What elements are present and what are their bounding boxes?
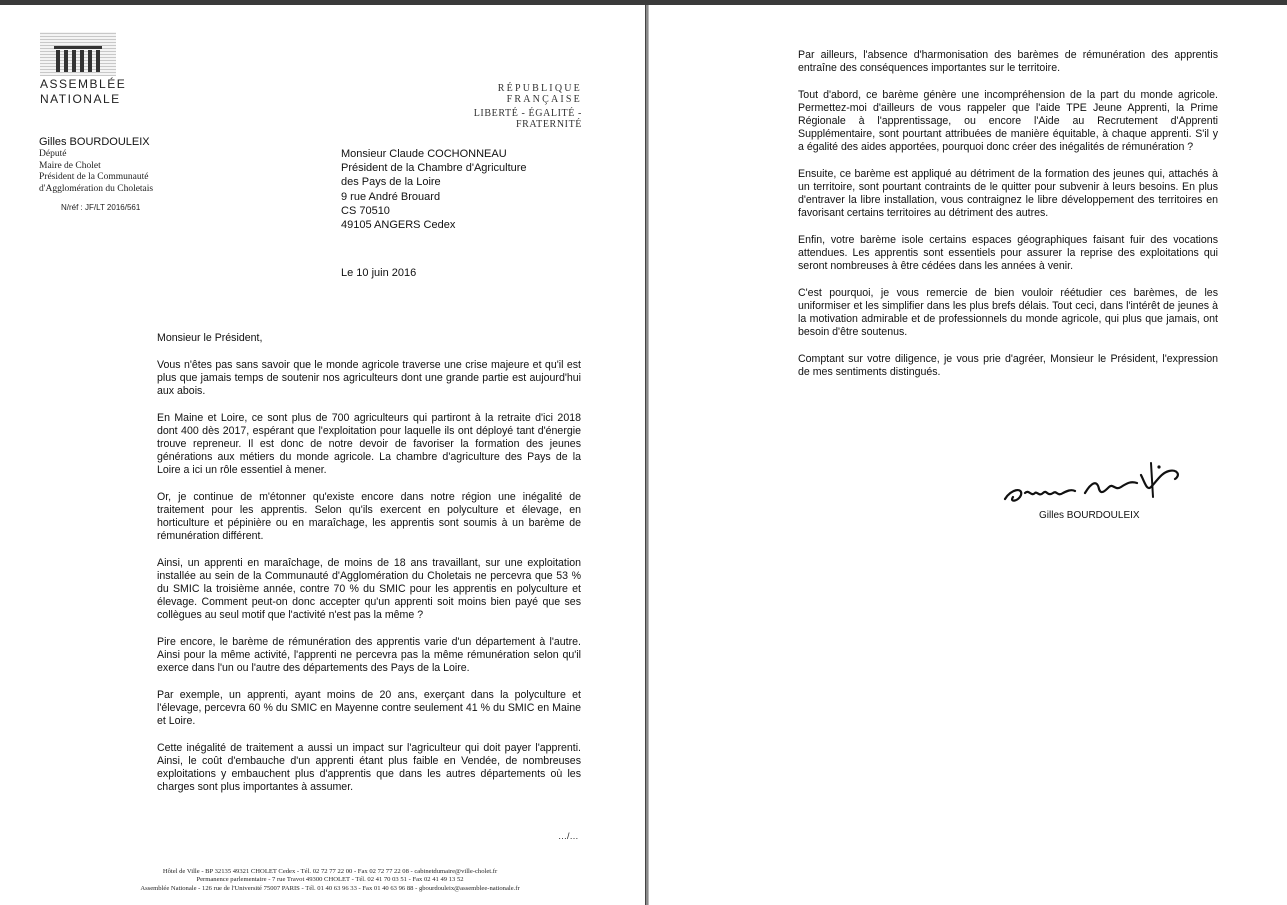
sender-block — [39, 136, 153, 195]
letter-footer — [70, 868, 590, 893]
handwritten-signature — [1001, 453, 1201, 509]
recipient-line: des Pays de la Loire — [341, 176, 441, 189]
letter-page-2 — [649, 5, 1287, 905]
recipient-line: Monsieur Claude COCHONNEAU — [341, 148, 507, 160]
assemblee-emblem-icon — [40, 32, 116, 76]
recipient-line: 9 rue André Brouard — [341, 190, 441, 203]
recipient-address — [341, 147, 527, 232]
letter-page-1 — [0, 5, 645, 905]
body-paragraph: Cette inégalité de traitement a aussi un impact sur l'agriculteur qui doit payer l'apprenti. Ainsi, le coût d'embauche d'un apprenti étant plus faible en Vendée, de nombreuses exploitations y embauchent plus d'apprentis que dans les autres départements où les charges sont plus importantes à assumer. — [157, 742, 581, 793]
logo-line-1: ASSEMBLÉE — [40, 77, 127, 91]
republic-title: RÉPUBLIQUE FRANÇAISE — [497, 83, 582, 105]
sender-name: Gilles BOURDOULEIX — [39, 136, 150, 148]
recipient-line: CS 70510 — [341, 204, 390, 217]
body-paragraph: Tout d'abord, ce barème génère une incompréhension de la part du monde agricole. Permettez-moi d'ailleurs de vous rappeler que l'aide TPE Jeune Apprenti, la Prime Régionale à l'apprentissage, ou encore l'Aide au Recrutement d'Apprenti Supplémentaire, sont pourtant attribuées de manière équitable, à chaque apprenti. S'il y a égalité des aides apportées, pourquoi donc créer des inégalités de rémunération ? — [798, 89, 1218, 153]
assemblee-nationale-logo — [40, 32, 127, 106]
sender-title-line: Président de la Communauté — [39, 172, 149, 182]
continuation-mark: …/… — [558, 831, 579, 841]
republic-motto: LIBERTÉ - ÉGALITÉ - FRATERNITÉ — [473, 108, 582, 130]
body-paragraph: Or, je continue de m'étonner qu'existe encore dans notre région une inégalité de traitement pour les apprentis. Selon qu'ils exercent en polyculture et élevage, en horticulture et pépinière ou en maraîchage, les apprentis sont soumis à un barème de rémunération différent. — [157, 491, 581, 542]
sender-title-line: Maire de Cholet — [39, 160, 101, 171]
republic-header — [432, 83, 582, 130]
salutation: Monsieur le Président, — [157, 332, 263, 344]
body-paragraph: Par ailleurs, l'absence d'harmonisation des barèmes de rémunération des apprentis entraîne des conséquences importantes sur le territoire. — [798, 49, 1218, 74]
body-paragraph: En Maine et Loire, ce sont plus de 700 agriculteurs qui partiront à la retraite d'ici 2018 dont 400 dès 2017, espérant que l'exploitation pour laquelle ils ont déployé tant d'énergie trouve repreneur. Il est donc de notre devoir de favoriser la formation des jeunes générations aux métiers du monde agricole. La chambre d'agriculture des Pays de la Loire a ici un rôle essentiel à mener. — [157, 412, 581, 476]
footer-line: Permanence parlementaire - 7 rue Travot 49300 CHOLET - Tél. 02 41 70 03 51 - Fax 02 41 49 13 52 — [196, 876, 464, 884]
body-paragraph: C'est pourquoi, je vous remercie de bien vouloir réétudier ces barèmes, de les uniformiser et les simplifier dans les plus brefs délais. Tout ceci, dans l'intérêt de jeunes à la motivation admirable et de professionnels du monde agricole, qui plus que jamais, ont besoin d'être soutenus. — [798, 287, 1218, 338]
logo-line-2: NATIONALE — [40, 92, 121, 106]
body-paragraph: Enfin, votre barème isole certains espaces géographiques faisant fuir des vocations attendues. Les apprentis sont essentiels pour assurer la reprise des exploitations qui seront nombreuses à être cédées dans les années à venir. — [798, 234, 1218, 272]
sender-title-line: d'Agglomération du Choletais — [39, 183, 154, 194]
recipient-line: Président de la Chambre d'Agriculture — [341, 162, 527, 175]
letter-body-page-2 — [798, 49, 1218, 393]
body-paragraph: Pire encore, le barème de rémunération des apprentis varie d'un département à l'autre. Ainsi pour la même activité, l'apprenti ne percevra pas la même rémunération selon qu'il exerce dans l'un ou l'autre des départements des Pays de la Loire. — [157, 636, 581, 674]
footer-line: Assemblée Nationale - 126 rue de l'Université 75007 PARIS - Tél. 01 40 63 96 33 - Fax 01 40 63 96 88 - gbourdouleix@assemblee-nationale.fr — [140, 884, 520, 892]
body-paragraph: Vous n'êtes pas sans savoir que le monde agricole traverse une crise majeure et qu'il est plus que jamais temps de soutenir nos agriculteurs dont une grande partie est aujourd'hui aux abois. — [157, 359, 581, 397]
body-paragraph: Par exemple, un apprenti, ayant moins de 20 ans, exerçant dans la polyculture et l'élevage, percevra 60 % du SMIC en Mayenne contre seulement 41 % du SMIC en Maine et Loire. — [157, 689, 581, 727]
sender-title-line: Député — [39, 149, 67, 159]
recipient-line: 49105 ANGERS Cedex — [341, 219, 456, 232]
closing-paragraph: Comptant sur votre diligence, je vous prie d'agréer, Monsieur le Président, l'expression de mes sentiments distingués. — [798, 353, 1218, 378]
letter-date: Le 10 juin 2016 — [341, 267, 417, 279]
reference-number: N/réf : JF/LT 2016/561 — [61, 203, 141, 212]
footer-line: Hôtel de Ville - BP 32135 49321 CHOLET Cedex - Tél. 02 72 77 22 00 - Fax 02 72 77 22 08 - cabinetdumaire@ville-cholet.fr — [162, 868, 498, 875]
body-paragraph: Ainsi, un apprenti en maraîchage, de moins de 18 ans travaillant, sur une exploitation installée au sein de la Communauté d'Agglomération du Choletais ne percevra que 53 % du SMIC la troisième année, contre 70 % du SMIC pour les apprentis en polyculture et élevage. Comment peut-on donc accepter qu'un apprenti soit moins bien payé que ses collègues au seul motif que l'activité n'est pas la même ? — [157, 557, 581, 621]
body-paragraph: Ensuite, ce barème est appliqué au détriment de la formation des jeunes qui, attachés à un territoire, sont pourtant contraints de le quitter pour subvenir à leurs besoins. En plus d'entraver la libre installation, vous contraignez le libre développement des territoires en favorisant certains territoires au détriment des autres. — [798, 168, 1218, 219]
letter-body-page-1 — [157, 332, 581, 808]
signature-name: Gilles BOURDOULEIX — [1039, 510, 1140, 521]
